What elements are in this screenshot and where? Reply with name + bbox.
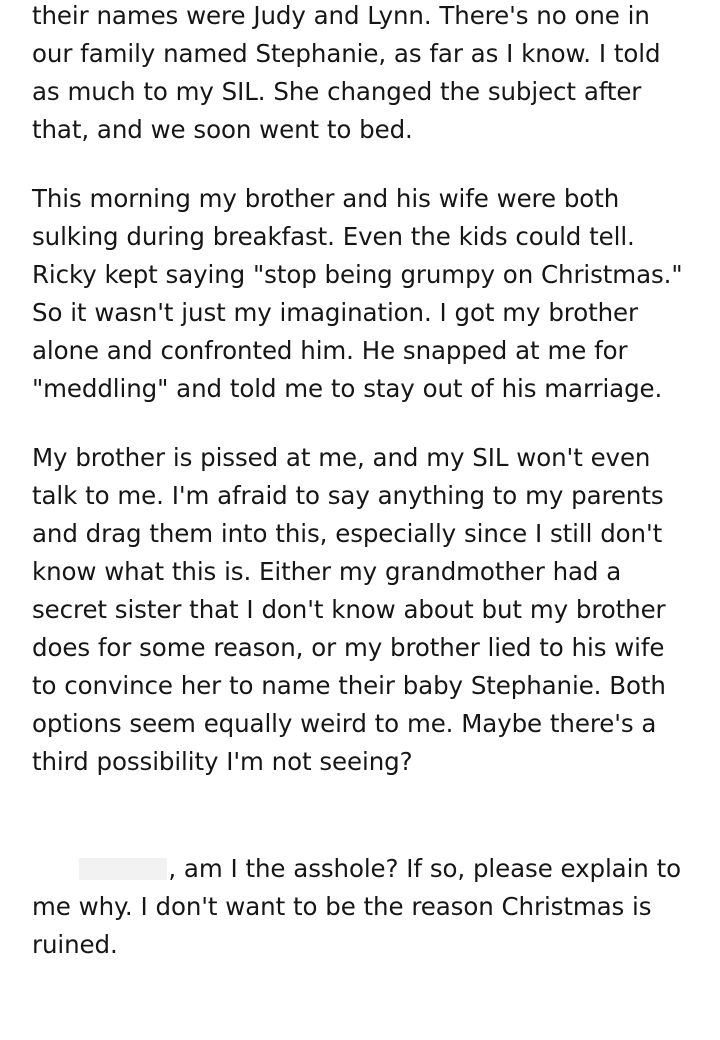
paragraph-4-text: , am I the asshole? If so, please explain to me why. I don't want to be the reason Christmas is ruined. <box>32 854 689 959</box>
post-body <box>32 0 691 1040</box>
paragraph-2: This morning my brother and his wife were both sulking during breakfast. Even the kids could tell. Ricky kept saying "stop being grumpy on Christmas." So it wasn't just my imagination. I got my brother alone and confronted him. He snapped at me for "meddling" and told me to stay out of his marriage. <box>32 184 691 403</box>
paragraph-1: their names were Judy and Lynn. There's no one in our family named Stephanie, as far as I know. I told as much to my SIL. She changed the subject after that, and we soon went to bed. <box>32 1 669 144</box>
paragraph-3: My brother is pissed at me, and my SIL won't even talk to me. I'm afraid to say anything to my parents and drag them into this, especially since I still don't know what this is. Either my grandmother had a secret sister that I don't know about but my brother does for some reason, or my brother lied to his wife to convince her to name their baby Stephanie. Both options seem equally weird to me. Maybe there's a third possibility I'm not seeing? <box>32 443 674 776</box>
smudge-artifact <box>287 816 303 842</box>
paragraph-4-final <box>32 812 689 1040</box>
